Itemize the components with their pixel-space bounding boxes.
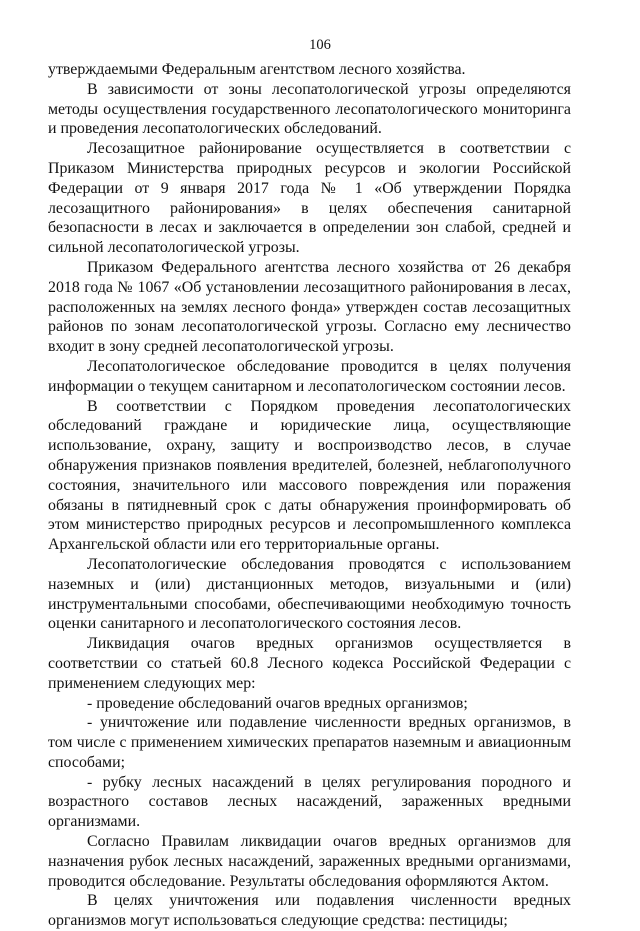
list-item-survey: - проведение обследований очагов вредных организмов;: [87, 694, 468, 712]
page-number: 106: [309, 37, 331, 53]
list-item-felling: - рубку лесных насаждений в целях регулирования породного и возрастного составов лесных насаждений, зараженных вредными организмами.: [48, 773, 571, 831]
document-body: [48, 60, 571, 931]
paragraph-survey-methods: Лесопатологические обследования проводятся с использованием наземных и (или) дистанционных методов, визуальными и (или) инструментальными способами, обеспечивающими необходимую точность оценки санитарного и лесопатологического состояния лесов.: [48, 555, 571, 633]
paragraph-liquidation-measures: Ликвидация очагов вредных организмов осуществляется в соответствии со статьей 60.8 Лесного кодекса Российской Федерации с применением следующих мер:: [48, 635, 571, 692]
list-item-destruction: - уничтожение или подавление численности вредных организмов, в том числе с применением химических препаратов наземным и авиационным способами;: [48, 714, 571, 771]
paragraph-reporting-duty: В соответствии с Порядком проведения лесопатологических обследований граждане и юридические лица, осуществляющие использование, охрану, защиту и воспроизводство лесов, в случае обнаружения признаков появления вредителей, болезней, неблагополучного состояния, значительного или массового повреждения или поражения обязаны в пятидневный срок с даты обнаружения проинформировать об этом министерство природных ресурсов и лесопромышленного комплекса Архангельской области или его территориальные органы.: [48, 397, 571, 554]
paragraph-means: В целях уничтожения или подавления численности вредных организмов могут использоваться следующие средства: пестициды;: [48, 892, 571, 930]
paragraph-survey-purpose: Лесопатологическое обследование проводится в целях получения информации о текущем санитарном и лесопатологическом состоянии лесов.: [48, 357, 571, 395]
paragraph-felling-rules: Согласно Правилам ликвидации очагов вредных организмов для назначения рубок лесных насаждений, зараженных вредными организмами, проводится обследование. Результаты обследования оформляются Актом.: [48, 833, 571, 890]
paragraph-federal-agency-order: Приказом Федерального агентства лесного хозяйства от 26 декабря 2018 года № 1067 «Об установлении лесозащитного районирования в лесах, расположенных на землях лесного фонда» утвержден состав лесозащитных районов по зонам лесопатологической угрозы. Согласно ему лесничество входит в зону средней лесопатологической угрозы.: [48, 258, 571, 356]
paragraph-zoning-order: Лесозащитное районирование осуществляется в соответствии с Приказом Министерства природных ресурсов и экологии Российской Федерации от 9 января 2017 года № 1 «Об утверждении Порядка лесозащитного районирования» в целях обеспечения санитарной безопасности в лесах и заключается в определении зон слабой, средней и сильной лесопатологической угрозы.: [48, 140, 571, 257]
paragraph-threat-zones: В зависимости от зоны лесопатологической угрозы определяются методы осуществления государственного лесопатологического мониторинга и проведения лесопатологических обследований.: [48, 80, 571, 138]
paragraph-continuation: утверждаемыми Федеральным агентством лесного хозяйства.: [48, 61, 466, 78]
